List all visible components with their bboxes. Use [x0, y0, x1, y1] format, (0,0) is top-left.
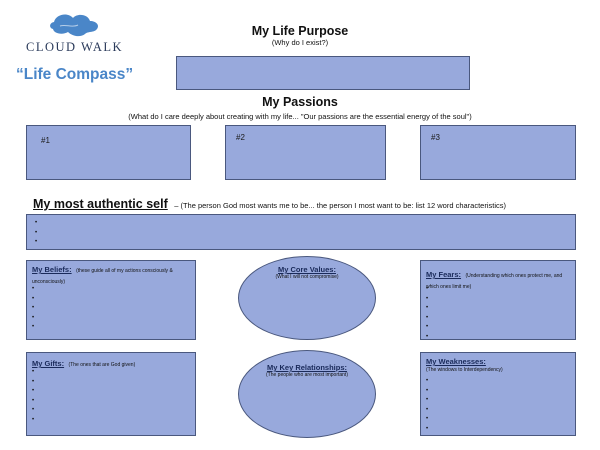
- key-relationships-note: (The people who are most important): [266, 372, 348, 378]
- core-values-note: (What I will not compromise): [275, 274, 339, 280]
- authentic-self-heading: [33, 195, 506, 213]
- life-purpose-title: My Life Purpose: [251, 24, 349, 38]
- passion-label-1: #1: [41, 136, 50, 145]
- key-relationships-title: My Key Relationships:: [266, 363, 348, 372]
- list-item: [426, 285, 428, 295]
- weaknesses-bullets: [426, 377, 428, 434]
- list-item: [32, 285, 34, 295]
- beliefs-header: [32, 264, 192, 286]
- passion-label-3: #3: [431, 133, 440, 142]
- weaknesses-title: My Weaknesses:: [426, 357, 486, 366]
- fears-box[interactable]: [420, 260, 576, 340]
- list-item: [426, 387, 428, 397]
- life-purpose-subtitle: (Why do I exist?): [271, 38, 329, 47]
- authentic-self-description: – (The person God most wants me to be... the person I most want to be: list 12 word characteristics): [174, 201, 507, 210]
- core-values-header: [239, 265, 375, 280]
- authentic-self-bullets: [35, 219, 37, 248]
- fears-header: [426, 269, 572, 291]
- list-item: [32, 406, 34, 416]
- list-item: [32, 323, 34, 333]
- key-relationships-ellipse[interactable]: [238, 350, 376, 438]
- list-item: [426, 425, 428, 435]
- passion-box-3[interactable]: [420, 125, 576, 180]
- fears-bullets: [426, 285, 428, 342]
- weaknesses-note: (The windows to Interdependency): [426, 367, 503, 373]
- list-item: [426, 333, 428, 343]
- gifts-box[interactable]: [26, 352, 196, 436]
- list-item: [32, 368, 34, 378]
- list-item: [35, 238, 37, 248]
- life-purpose-box[interactable]: [176, 56, 470, 90]
- passion-box-2[interactable]: [225, 125, 386, 180]
- list-item: [426, 323, 428, 333]
- list-item: [426, 406, 428, 416]
- worksheet-subtitle: “Life Compass”: [16, 66, 134, 83]
- list-item: [32, 416, 34, 426]
- list-item: [426, 304, 428, 314]
- beliefs-note: (these guide all of my actions consciously & unconsciously): [32, 268, 173, 285]
- list-item: [426, 314, 428, 324]
- passions-title: My Passions: [262, 95, 338, 109]
- weaknesses-box[interactable]: [420, 352, 576, 436]
- gifts-bullets: [32, 368, 34, 425]
- beliefs-title: My Beliefs:: [32, 265, 72, 274]
- brand-name: CLOUD WALK: [26, 40, 124, 54]
- list-item: [35, 229, 37, 239]
- list-item: [35, 219, 37, 229]
- core-values-ellipse[interactable]: [238, 256, 376, 340]
- authentic-self-box[interactable]: [26, 214, 576, 250]
- list-item: [32, 304, 34, 314]
- gifts-title: My Gifts:: [32, 359, 65, 368]
- beliefs-bullets: [32, 285, 34, 333]
- list-item: [32, 378, 34, 388]
- list-item: [32, 397, 34, 407]
- passion-label-2: #2: [236, 133, 245, 142]
- fears-note: (Understanding which ones protect me, and which ones limit me): [426, 273, 563, 290]
- weaknesses-header: [426, 358, 572, 374]
- list-item: [32, 387, 34, 397]
- list-item: [426, 295, 428, 305]
- passions-subtitle: (What do I care deeply about creating with my life... "Our passions are the essential energy of the soul"): [128, 112, 472, 121]
- list-item: [426, 396, 428, 406]
- authentic-self-title: My most authentic self: [33, 197, 168, 211]
- passion-box-1[interactable]: [26, 125, 191, 180]
- beliefs-box[interactable]: [26, 260, 196, 340]
- list-item: [32, 295, 34, 305]
- gifts-header: [32, 358, 192, 369]
- fears-title: My Fears:: [426, 270, 462, 279]
- gifts-note: (The ones that are God given): [68, 362, 136, 368]
- core-values-title: My Core Values:: [278, 265, 336, 274]
- list-item: [426, 415, 428, 425]
- list-item: [426, 377, 428, 387]
- key-relationships-header: [239, 363, 375, 378]
- list-item: [32, 314, 34, 324]
